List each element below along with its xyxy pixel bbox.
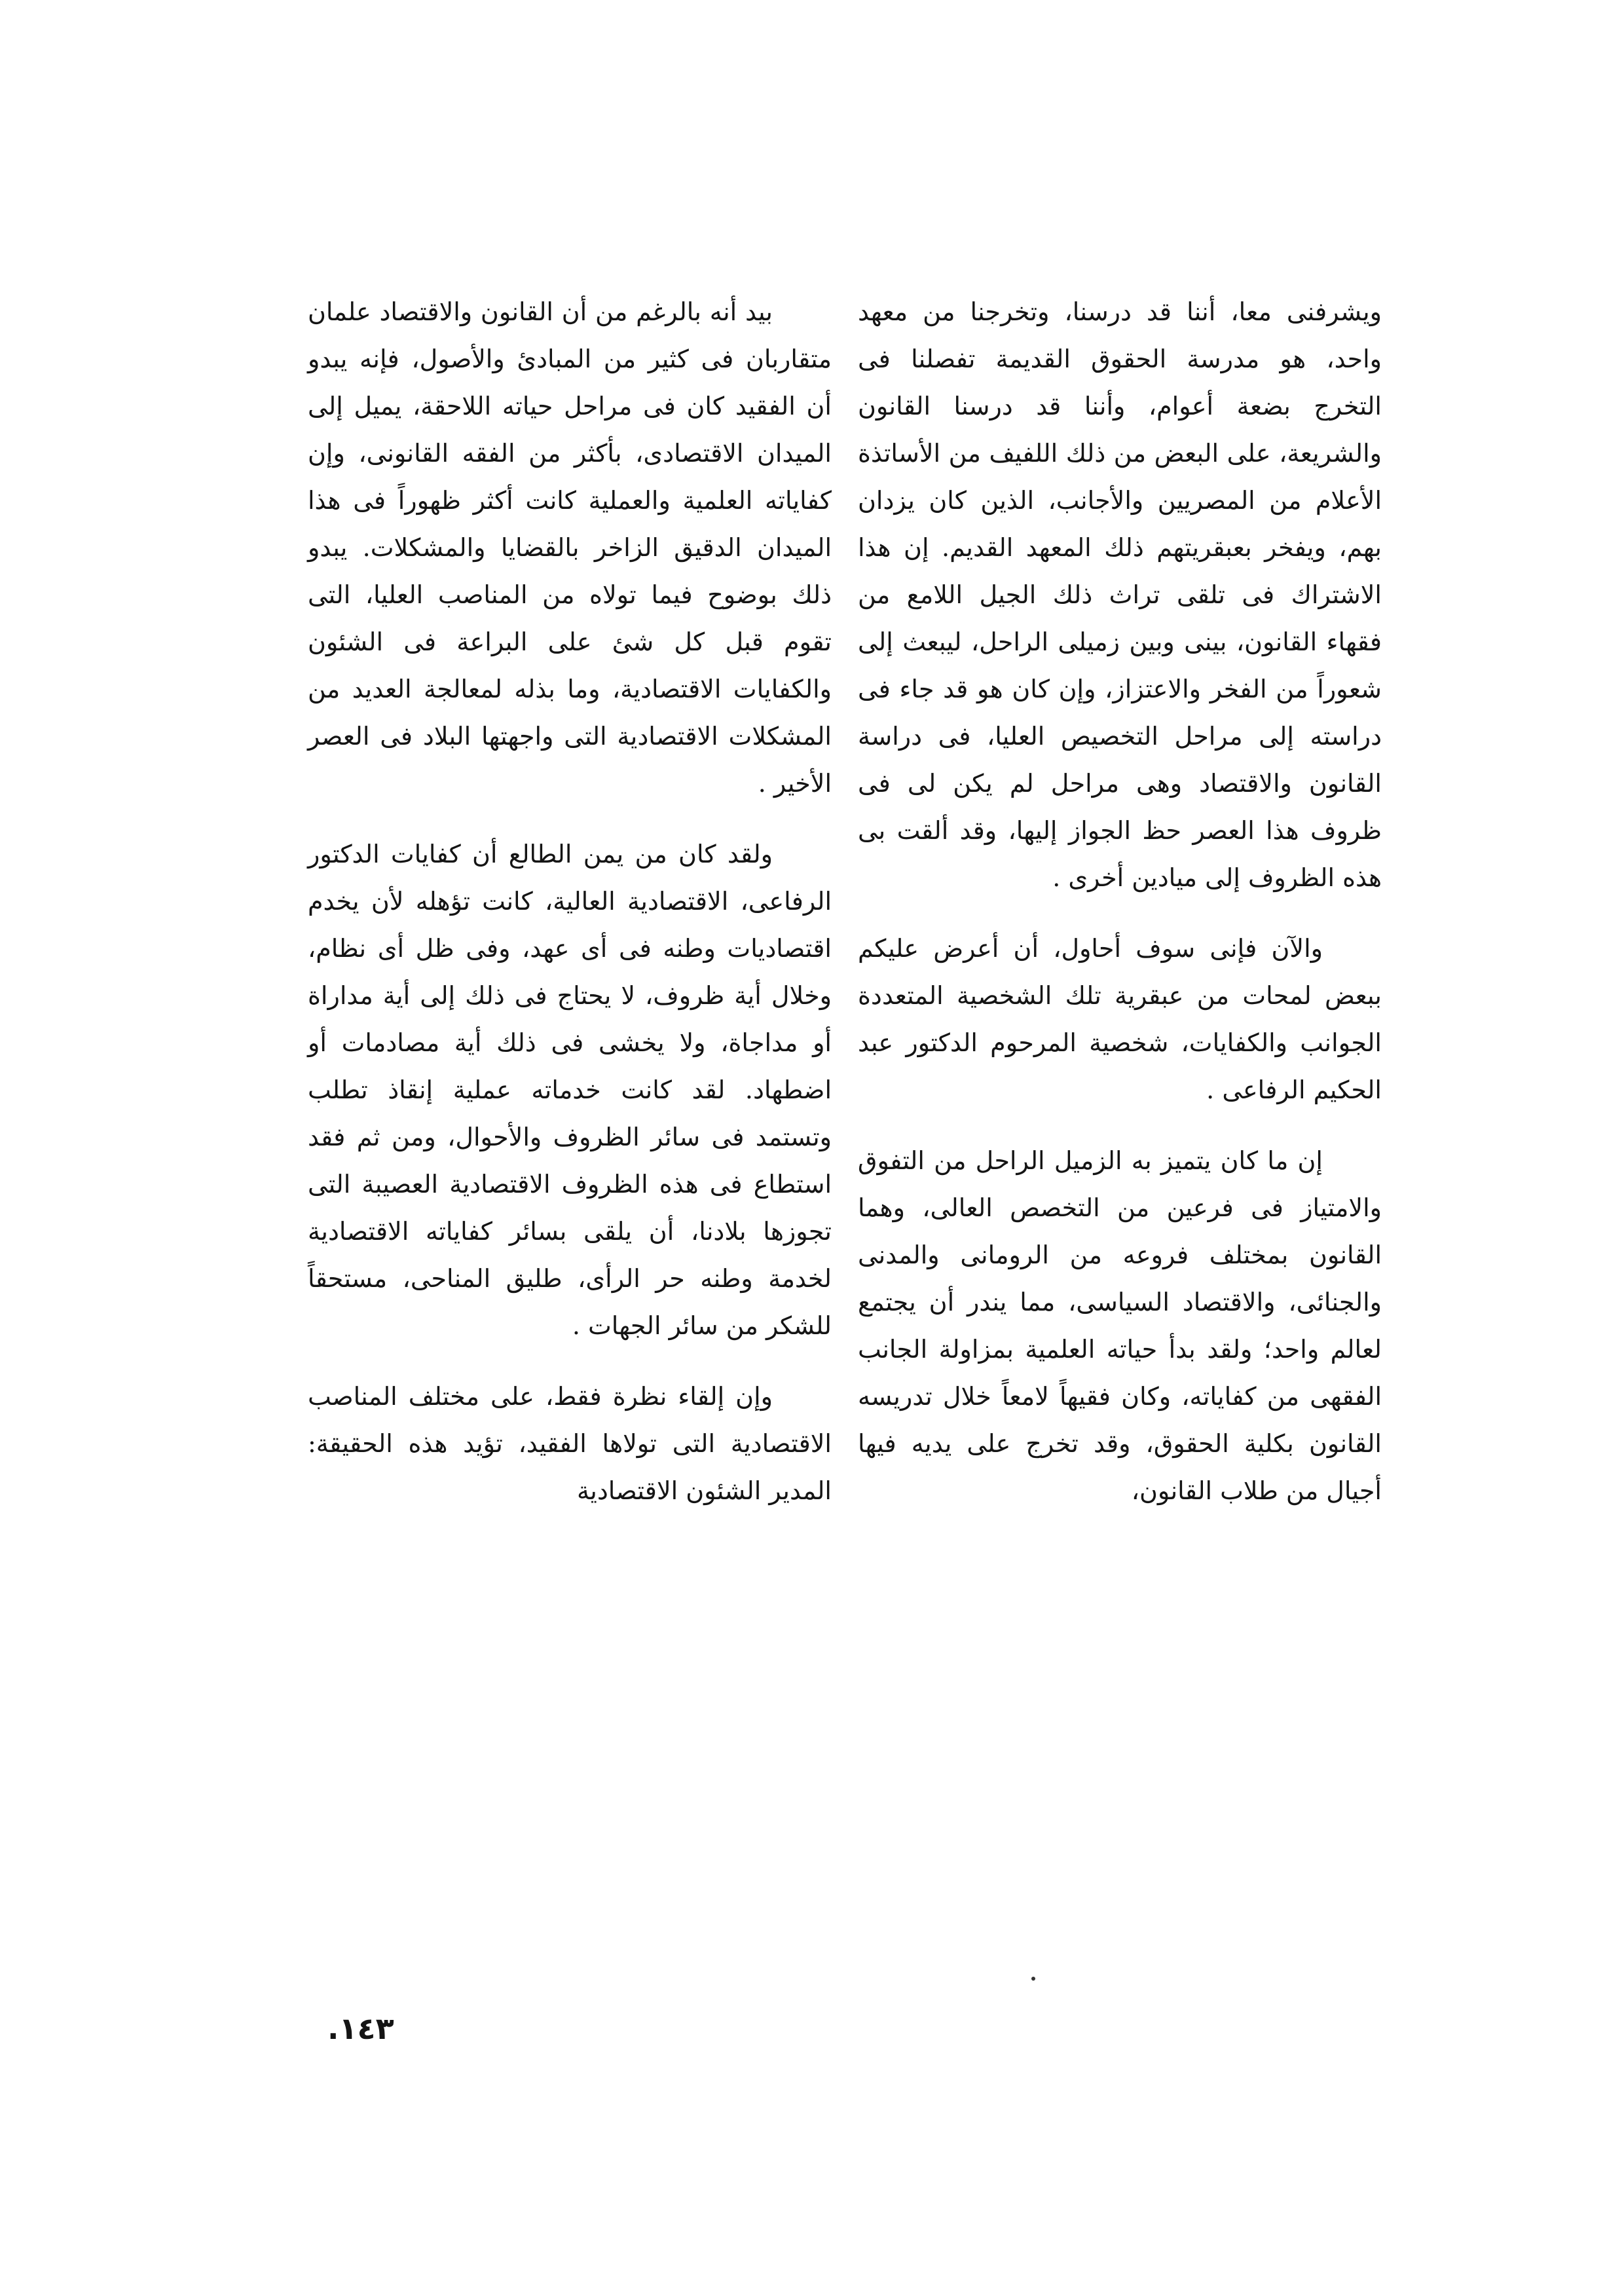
paragraph: ولقد كان من يمن الطالع أن كفايات الدكتور الرفاعى، الاقتصادية العالية، كانت تؤهله لأن يخدم اقتصاديات وطنه فى أى عهد، وفى ظل أى نظام، وخلال أية ظروف، لا يحتاج فى ذلك إلى أية مداراة أو مداجاة، ولا يخشى فى ذلك أية مصادمات أو اضطهاد. لقد كانت خدماته عملية إنقاذ تطلب وتستمد فى سائر الظروف والأحوال، ومن ثم فقد استطاع فى هذه الظروف الاقتصادية العصيبة التى تجوزها بلادنا، أن يلقى بسائر كفاياته الاقتصادية لخدمة وطنه حر الرأى، طليق المناحى، مستحقاً للشكر من سائر الجهات . bbox=[308, 840, 832, 1340]
paragraph: بيد أنه بالرغم من أن القانون والاقتصاد علمان متقاربان فى كثير من المبادئ والأصول، فإنه يبدو أن الفقيد كان فى مراحل حياته اللاحقة، يميل إلى الميدان الاقتصادى، بأكثر من الفقه القانونى، وإن كفاياته العلمية والعملية كانت أكثر ظهوراً فى هذا الميدان الدقيق الزاخر بالقضايا والمشكلات. يبدو ذلك بوضوح فيما تولاه من المناصب العليا، التى تقوم قبل كل شئ على البراعة فى الشئون والكفايات الاقتصادية، وما بذله لمعالجة العديد من المشكلات الاقتصادية التى واجهتها البلاد فى العصر الأخير . bbox=[308, 297, 832, 798]
left-text-column bbox=[308, 288, 832, 1538]
paragraph: إن ما كان يتميز به الزميل الراحل من التفوق والامتياز فى فرعين من التخصص العالى، وهما القانون بمختلف فروعه من الرومانى والمدنى والجنائى، والاقتصاد السياسى، مما يندر أن يجتمع لعالم واحد؛ ولقد بدأ حياته العلمية بمزاولة الجانب الفقهى من كفاياته، وكان فقيهاً لامعاً خلال تدريسه القانون بكلية الحقوق، وقد تخرج على يديه فيها أجيال من طلاب القانون، bbox=[858, 1146, 1382, 1505]
page-number: ١٤٣. bbox=[327, 2011, 394, 2046]
right-text-column bbox=[858, 288, 1382, 1538]
scan-speck bbox=[1031, 1977, 1035, 1981]
paragraph: ويشرفنى معا، أننا قد درسنا، وتخرجنا من معهد واحد، هو مدرسة الحقوق القديمة تفصلنا فى التخرج بضعة أعوام، وأننا قد درسنا القانون والشريعة، على البعض من ذلك اللفيف من الأساتذة الأعلام من المصريين والأجانب، الذين كان يزدان بهم، ويفخر بعبقريتهم ذلك المعهد القديم. إن هذا الاشتراك فى تلقى تراث ذلك الجيل اللامع من فقهاء القانون، بينى وبين زميلى الراحل، ليبعث إلى شعوراً من الفخر والاعتزاز، وإن كان هو قد جاء فى دراسته إلى مراحل التخصيص العليا، فى دراسة القانون والاقتصاد وهى مراحل لم يكن لى فى ظروف هذا العصر حظ الجواز إليها، وقد ألقت بى هذه الظروف إلى ميادين أخرى . bbox=[858, 297, 1382, 892]
paragraph: وإن إلقاء نظرة فقط، على مختلف المناصب الاقتصادية التى تولاها الفقيد، تؤيد هذه الحقيقة: المدير الشئون الاقتصادية bbox=[308, 1382, 832, 1505]
paragraph: والآن فإنى سوف أحاول، أن أعرض عليكم ببعض لمحات من عبقرية تلك الشخصية المتعددة الجوانب والكفايات، شخصية المرحوم الدكتور عبد الحكيم الرفاعى . bbox=[858, 934, 1382, 1104]
